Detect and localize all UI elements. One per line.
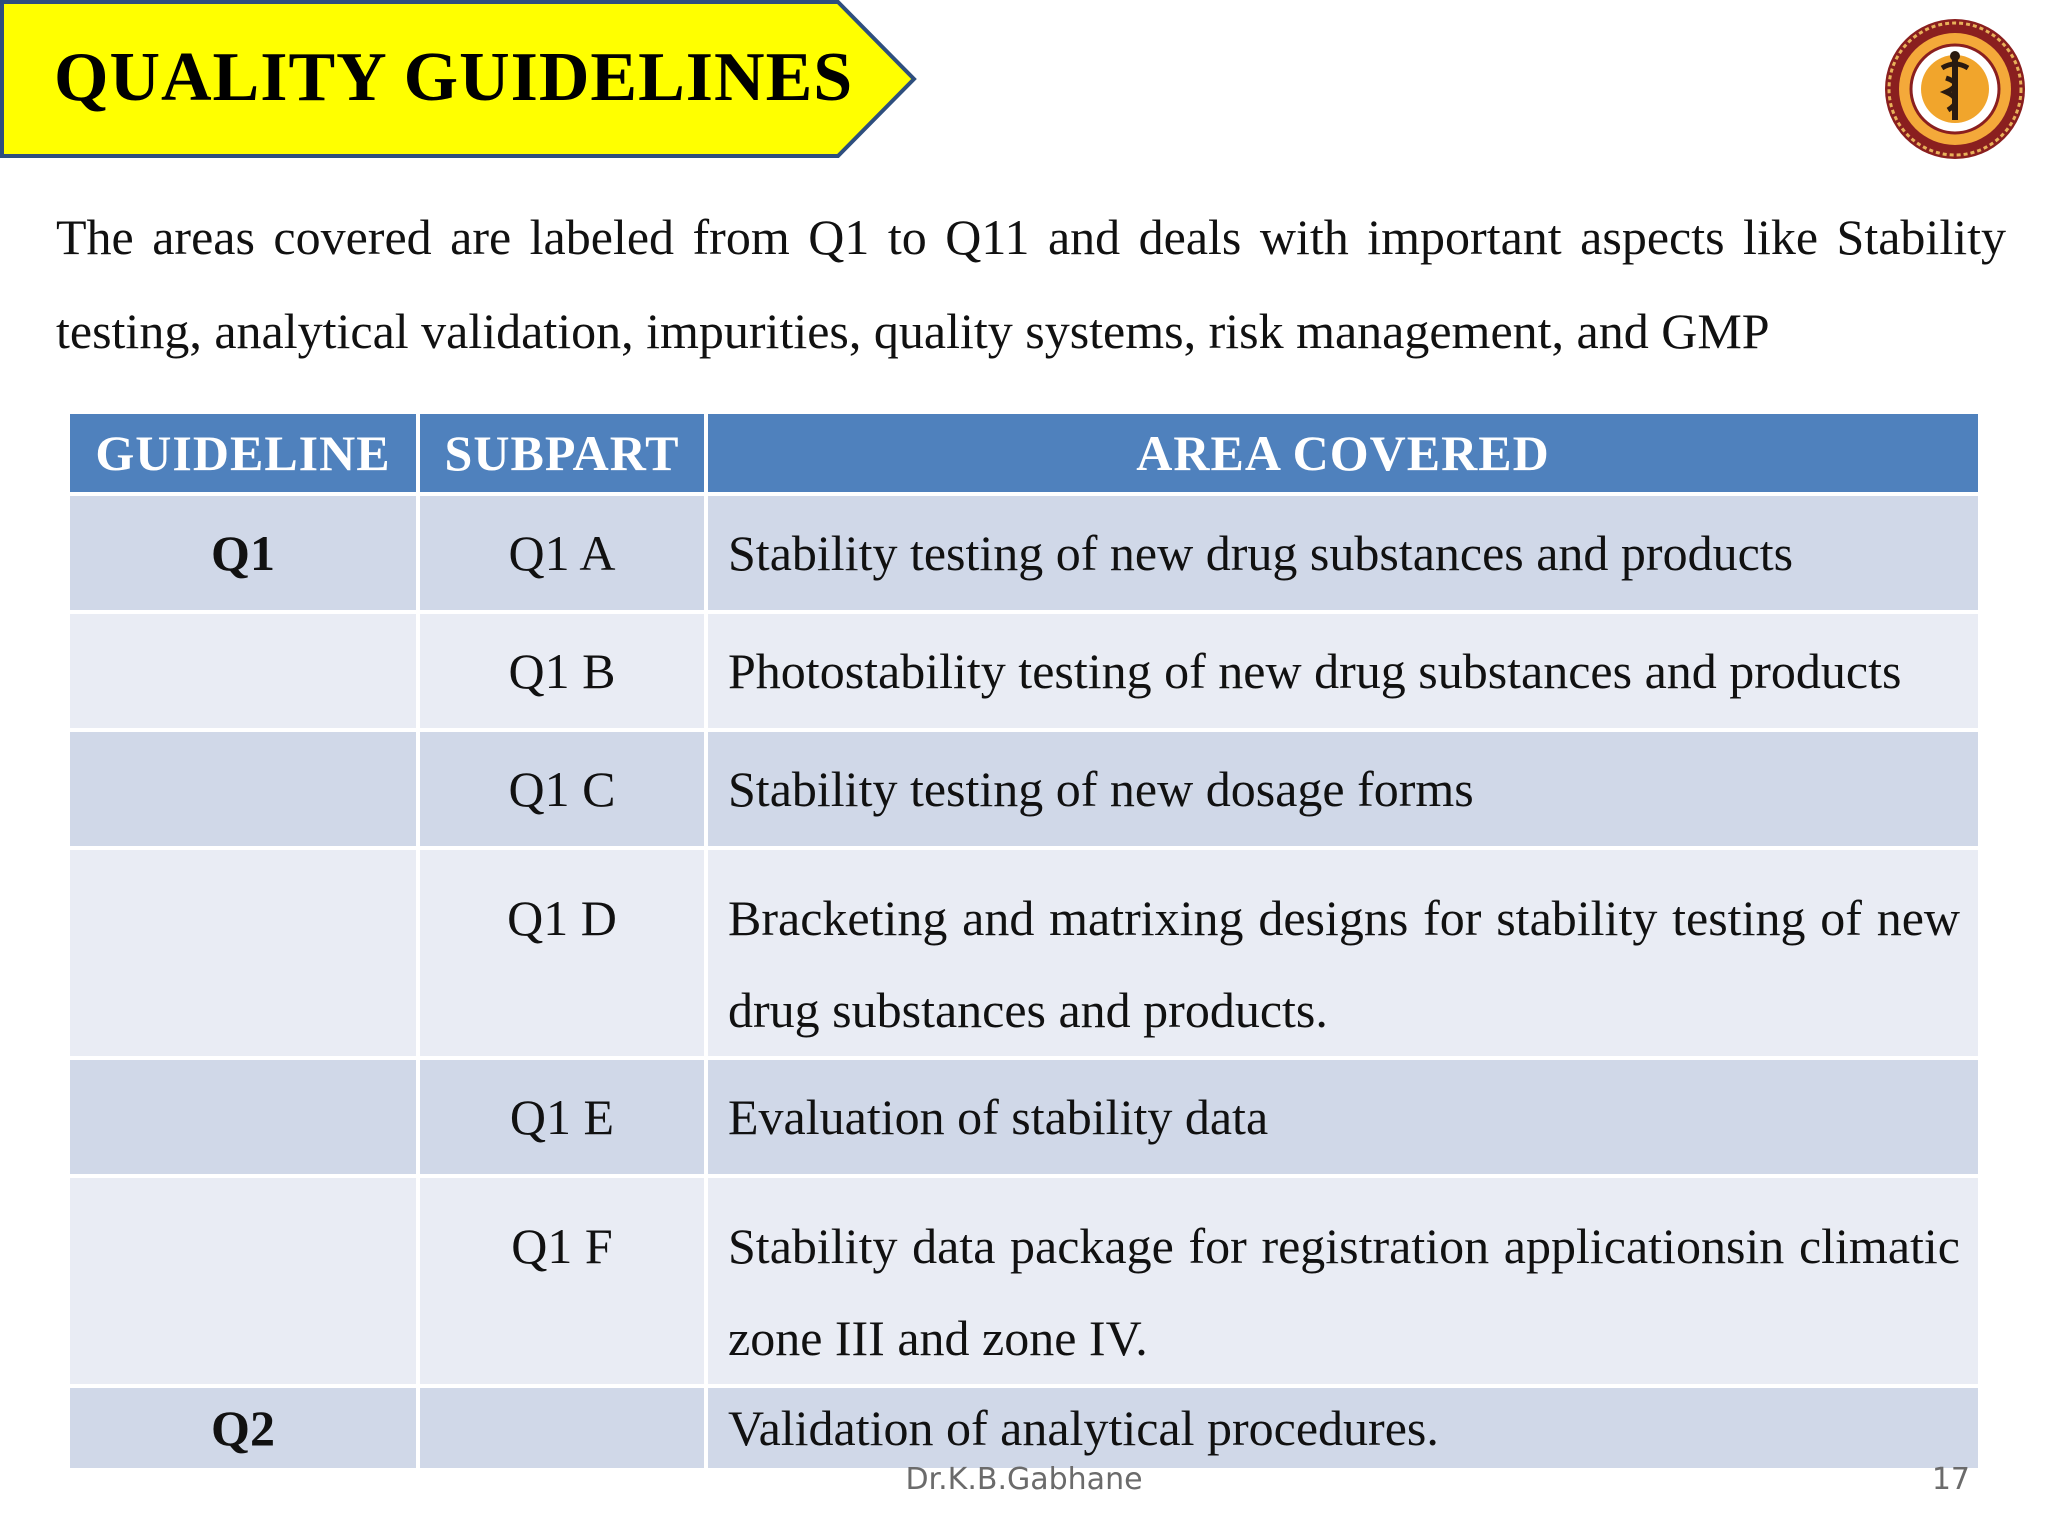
subpart-cell: Q1 E [509,1089,615,1145]
header-guideline: GUIDELINE [70,414,416,492]
footer-author: Dr.K.B.Gabhane [905,1462,1143,1497]
header-area-covered: AREA COVERED [708,414,1978,492]
subpart-cell: Q1 D [507,890,617,946]
header-subpart: SUBPART [420,414,704,492]
intro-paragraph: The areas covered are labeled from Q1 to Q11 and deals with important aspects like Stability testing, analytical validation, impurities, quality systems, risk management, and GMP [56,209,2006,359]
title-banner [0,0,920,158]
table-row [70,732,1978,846]
area-cell: Stability data package for registration applicationsin climatic zone III and zone IV. [728,1218,1960,1366]
college-seal-icon [1882,16,2028,162]
table-row [70,1388,1978,1468]
slide-title: QUALITY GUIDELINES [54,39,854,116]
guideline-cell: Q1 [211,525,275,581]
subpart-cell: Q1 B [508,643,616,699]
subpart-cell: Q1 C [508,761,616,817]
subpart-cell: Q1 F [511,1218,613,1274]
subpart-cell: Q1 A [508,525,616,581]
area-cell: Stability testing of new drug substances and products [728,525,1794,581]
guideline-cell [70,850,416,872]
area-cell: Stability testing of new dosage forms [728,761,1474,817]
guidelines-table [66,410,1982,1472]
page-number: 17 [1931,1462,1970,1497]
table-row [70,850,1978,1056]
area-cell: Validation of analytical procedures. [728,1400,1439,1456]
area-cell: Photostability testing of new drug substances and products [728,643,1902,699]
table-row [70,496,1978,610]
guideline-cell: Q2 [211,1400,275,1456]
area-cell: Evaluation of stability data [728,1089,1269,1145]
guideline-cell [70,1178,416,1200]
table-header-row [70,414,1978,492]
table-row [70,1178,1978,1384]
area-cell: Bracketing and matrixing designs for stability testing of new drug substances and products. [728,890,1960,1038]
table-row [70,614,1978,728]
table-row [70,1060,1978,1174]
